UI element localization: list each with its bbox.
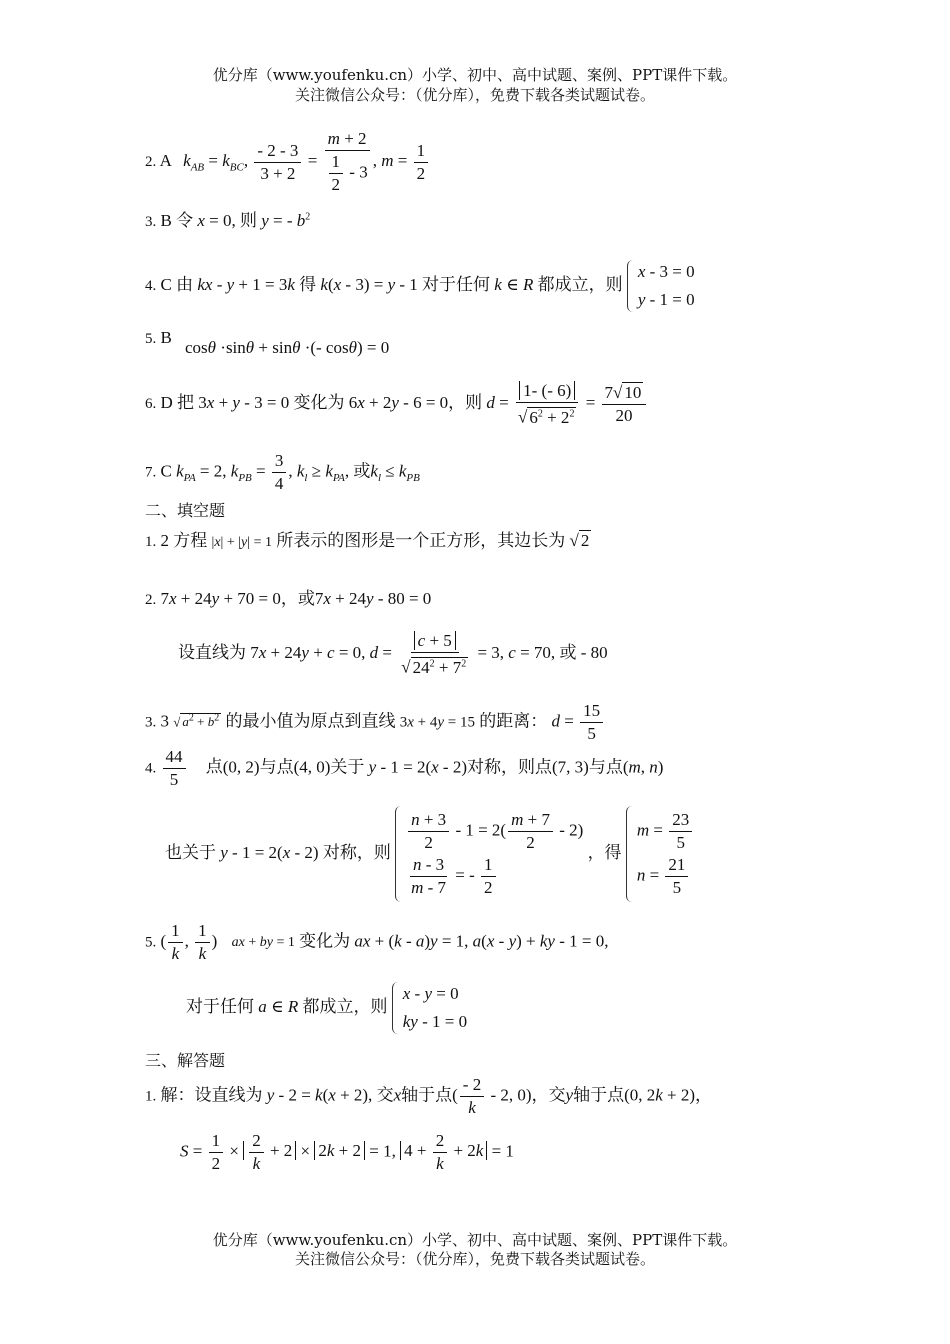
choice-2: 2. A $k_{AB} = k_{BC}$, $\frac{- 2 - 3}{3 + 2}$ = m + 2 $\frac{1}{2}$ - 3 , m = $\frac{1}{2}$ — [145, 128, 430, 196]
choice-6: 6. D 把 3x + y - 3 = 0 变化为 6x + 2y - 6 = 0，则 d = $\frac{1- (- 6)}{√ 6^2 + 2^2}$ = $\frac{7√ 10}{20}$ — [145, 380, 648, 429]
fill-3: 3. 3 √ $a^2 + b^2$ 的最小值为原点到直线 3x + 4y = 15 的距离： d = $\frac{15}{5}$ — [145, 700, 605, 745]
choice-7: 7. C $k_{PA} = 2$, $k_{PB}$ = $\frac{3}{4}$ , $k_l \ge k_{PA}$, 或$k_l \le k_{PB}$ — [145, 451, 420, 493]
fill-5: 5. ( $\frac{1}{k}$ , $\frac{1}{k}$ ) ax + by = 1 变化为 ax + (k - a)y = 1, a(x - y) + ky - 1 = 0, — [145, 921, 609, 963]
fill-5-detail: 对于任何 a ∈ R 都成立，则 x - y = 0 ky - 1 = 0 — [186, 980, 467, 1036]
choice-5: 5. B — [145, 328, 172, 347]
fill-4-detail: 也关于 y - 1 = 2(x - 2) 对称，则 $\frac{n + 3}{2}$ - 1 = 2( $\frac{m + 7}{2}$ - 2) $\frac{n - 3}{m - 7}$ = - $\frac{1}{2}$ ，得 m = $\frac{23}{5}$ n = $\frac{21}{5}$ — [165, 806, 694, 902]
solve-1: 1. 解：设直线为 y - 2 = k(x + 2), 交x轴于点( $\frac{- 2}{k}$ - 2, 0)，交y轴于点(0, 2k + 2)， — [145, 1075, 713, 1117]
section-fill-title: 二、填空题 — [145, 501, 226, 520]
footer-line-2: 关注微信公众号：（优分库），免费下载各类试题试卷。 — [294, 1250, 655, 1268]
fill-1: 1. 2 方程 |x| + |y| = 1 所表示的图形是一个正方形，其边长为 √ 2 — [145, 531, 590, 550]
header-line-2: 关注微信公众号：（优分库），免费下载各类试题试卷。 — [294, 86, 655, 104]
choice-5-formula: cosθ ·sinθ + sinθ ·(- cosθ) = 0 — [185, 338, 390, 357]
section-solve-title: 三、解答题 — [145, 1051, 226, 1070]
solve-1-area: S = $\frac{1}{2}$ × $\frac{2}{k}$ + 2 × 2k + 2 = 1, 4 + $\frac{2}{k}$ + 2k = 1 — [180, 1131, 514, 1173]
choice-4: 4. C 由 kx - y + 1 = 3k 得 k(x - 3) = y - 1 对于任何 k ∈ R 都成立，则 x - 3 = 0 y - 1 = 0 — [145, 258, 695, 314]
header-line-1: 优分库（www.youfenku.cn）小学、初中、高中试题、案例、PPT课件下载。 — [212, 66, 738, 84]
footer-line-1: 优分库（www.youfenku.cn）小学、初中、高中试题、案例、PPT课件下载。 — [212, 1231, 738, 1249]
choice-3: 3. B 令 x = 0, 则 y = - $b^2$ — [145, 211, 311, 230]
fill-2-detail: 设直线为 7x + 24y + c = 0, d = $\frac{c + 5}{√ 24^2 + 7^2}$ = 3, c = 70, 或 - 80 — [178, 631, 608, 677]
fill-4: 4. $\frac{44}{5}$ 点(0, 2)与点(4, 0)关于 y - 1 = 2(x - 2)对称，则点(7, 3)与点(m, n) — [145, 747, 664, 789]
fill-2: 2. 7x + 24y + 70 = 0，或7x + 24y - 80 = 0 — [145, 589, 432, 608]
